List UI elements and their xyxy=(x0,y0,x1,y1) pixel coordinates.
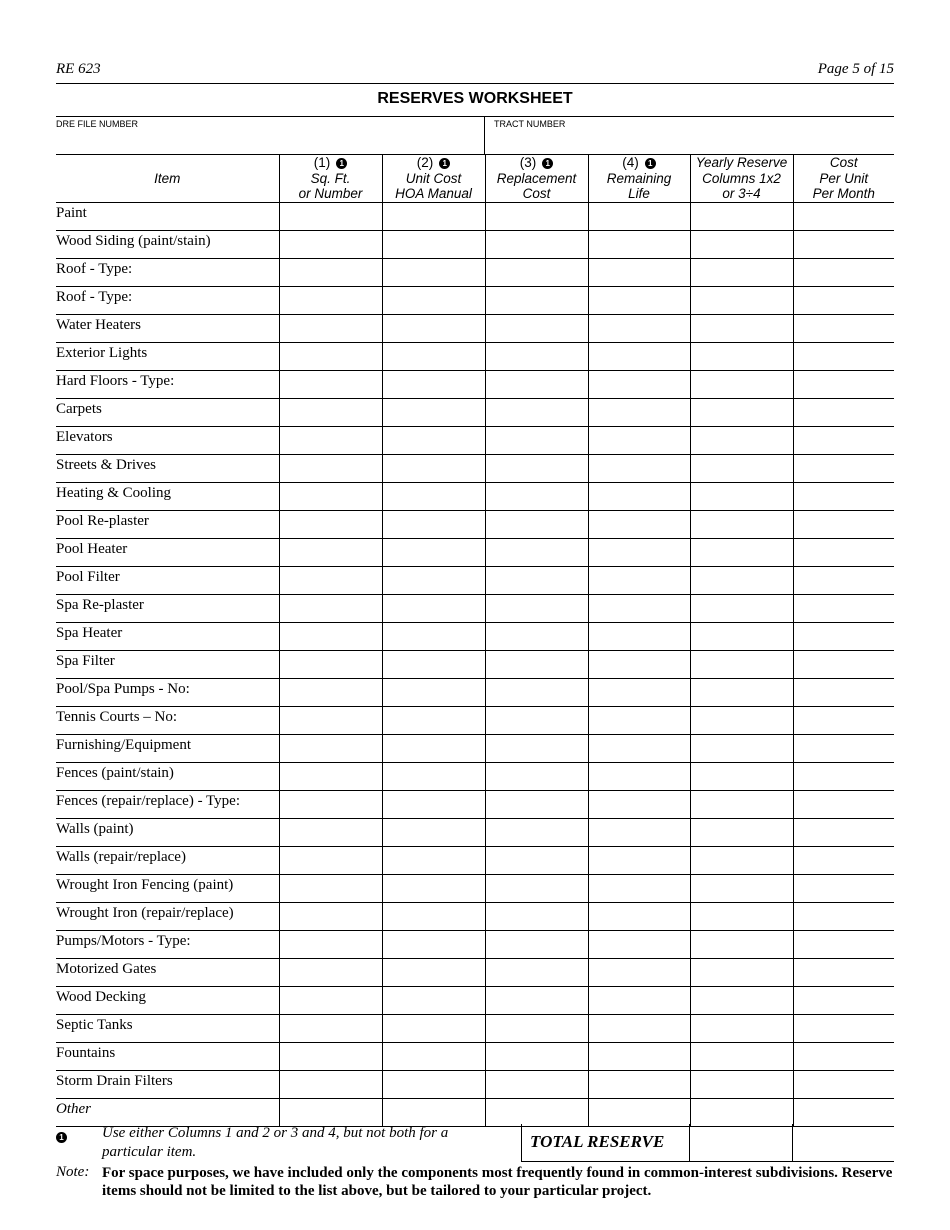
cost-per-unit-cell[interactable] xyxy=(793,847,894,875)
table-row xyxy=(56,1015,894,1043)
remaining-life-cell[interactable] xyxy=(588,1099,690,1127)
yearly-reserve-cell[interactable] xyxy=(690,1071,793,1099)
cost-per-unit-cell[interactable] xyxy=(793,707,894,735)
yearly-reserve-cell[interactable] xyxy=(690,455,793,483)
table-row xyxy=(56,819,894,847)
sqft-cell[interactable] xyxy=(279,1071,382,1099)
replacement-cost-cell[interactable] xyxy=(485,483,588,511)
unit-cost-cell[interactable] xyxy=(382,427,485,455)
table-row xyxy=(56,1099,894,1127)
sqft-cell[interactable] xyxy=(279,735,382,763)
footnote-bullet xyxy=(56,1128,67,1146)
yearly-reserve-cell[interactable] xyxy=(690,791,793,819)
replacement-cost-cell[interactable] xyxy=(485,623,588,651)
reserves-table xyxy=(56,154,894,1127)
item-label: Streets & Drives xyxy=(56,455,279,483)
remaining-life-cell[interactable] xyxy=(588,679,690,707)
unit-cost-cell[interactable] xyxy=(382,399,485,427)
cost-per-unit-cell[interactable] xyxy=(793,595,894,623)
replacement-cost-cell[interactable] xyxy=(485,203,588,231)
remaining-life-cell[interactable] xyxy=(588,427,690,455)
item-label: Motorized Gates xyxy=(56,959,279,987)
cost-per-unit-cell[interactable] xyxy=(793,651,894,679)
total-yearly-reserve-cell[interactable] xyxy=(689,1124,793,1161)
cost-per-unit-cell[interactable] xyxy=(793,315,894,343)
sqft-cell[interactable] xyxy=(279,763,382,791)
item-label: Spa Heater xyxy=(56,623,279,651)
replacement-cost-cell[interactable] xyxy=(485,707,588,735)
file-info-row xyxy=(56,116,894,155)
yearly-reserve-cell[interactable] xyxy=(690,315,793,343)
table-row xyxy=(56,455,894,483)
table-row xyxy=(56,315,894,343)
yearly-reserve-cell[interactable] xyxy=(690,987,793,1015)
unit-cost-cell[interactable] xyxy=(382,483,485,511)
sqft-cell[interactable] xyxy=(279,1043,382,1071)
cost-per-unit-cell[interactable] xyxy=(793,399,894,427)
sqft-cell[interactable] xyxy=(279,1099,382,1127)
sqft-cell[interactable] xyxy=(279,455,382,483)
unit-cost-cell[interactable] xyxy=(382,651,485,679)
col-header-replacement-cost: (3) 1 Replacement Cost xyxy=(485,155,588,203)
remaining-life-cell[interactable] xyxy=(588,1015,690,1043)
remaining-life-cell[interactable] xyxy=(588,791,690,819)
remaining-life-cell[interactable] xyxy=(588,903,690,931)
table-row xyxy=(56,231,894,259)
item-label: Storm Drain Filters xyxy=(56,1071,279,1099)
unit-cost-cell[interactable] xyxy=(382,1043,485,1071)
cost-per-unit-cell[interactable] xyxy=(793,427,894,455)
item-label: Pool Filter xyxy=(56,567,279,595)
footnote-marker-icon: 1 xyxy=(645,158,656,169)
sqft-cell[interactable] xyxy=(279,903,382,931)
remaining-life-cell[interactable] xyxy=(588,343,690,371)
table-row xyxy=(56,707,894,735)
table-row xyxy=(56,987,894,1015)
unit-cost-cell[interactable] xyxy=(382,875,485,903)
tract-number-label: TRACT NUMBER xyxy=(494,119,566,129)
table-row xyxy=(56,959,894,987)
sqft-cell[interactable] xyxy=(279,231,382,259)
item-label: Fences (paint/stain) xyxy=(56,763,279,791)
unit-cost-cell[interactable] xyxy=(382,903,485,931)
unit-cost-cell[interactable] xyxy=(382,1099,485,1127)
total-cost-per-unit-cell[interactable] xyxy=(792,1124,895,1161)
footnote-marker-icon: 1 xyxy=(336,158,347,169)
replacement-cost-cell[interactable] xyxy=(485,1099,588,1127)
yearly-reserve-cell[interactable] xyxy=(690,903,793,931)
table-row xyxy=(56,287,894,315)
yearly-reserve-cell[interactable] xyxy=(690,819,793,847)
remaining-life-cell[interactable] xyxy=(588,203,690,231)
footnote-text: Use either Columns 1 and 2 or 3 and 4, but not both for a particular item. xyxy=(102,1125,449,1160)
sqft-cell[interactable] xyxy=(279,651,382,679)
sqft-cell[interactable] xyxy=(279,847,382,875)
replacement-cost-cell[interactable] xyxy=(485,651,588,679)
replacement-cost-cell[interactable] xyxy=(485,343,588,371)
yearly-reserve-cell[interactable] xyxy=(690,203,793,231)
unit-cost-cell[interactable] xyxy=(382,539,485,567)
yearly-reserve-cell[interactable] xyxy=(690,651,793,679)
sqft-cell[interactable] xyxy=(279,623,382,651)
sqft-cell[interactable] xyxy=(279,707,382,735)
unit-cost-cell[interactable] xyxy=(382,623,485,651)
yearly-reserve-cell[interactable] xyxy=(690,1099,793,1127)
remaining-life-cell[interactable] xyxy=(588,259,690,287)
cost-per-unit-cell[interactable] xyxy=(793,539,894,567)
table-row xyxy=(56,875,894,903)
remaining-life-cell[interactable] xyxy=(588,651,690,679)
sqft-cell[interactable] xyxy=(279,539,382,567)
remaining-life-cell[interactable] xyxy=(588,511,690,539)
yearly-reserve-cell[interactable] xyxy=(690,595,793,623)
unit-cost-cell[interactable] xyxy=(382,371,485,399)
item-label: Pool/Spa Pumps - No: xyxy=(56,679,279,707)
cost-per-unit-cell[interactable] xyxy=(793,483,894,511)
remaining-life-cell[interactable] xyxy=(588,735,690,763)
cost-per-unit-cell[interactable] xyxy=(793,735,894,763)
unit-cost-cell[interactable] xyxy=(382,847,485,875)
sqft-cell[interactable] xyxy=(279,1015,382,1043)
header-divider xyxy=(56,83,894,84)
remaining-life-cell[interactable] xyxy=(588,399,690,427)
item-label: Pool Re-plaster xyxy=(56,511,279,539)
unit-cost-cell[interactable] xyxy=(382,567,485,595)
item-label: Spa Filter xyxy=(56,651,279,679)
dre-file-number-label: DRE FILE NUMBER xyxy=(56,119,139,129)
col-header-cost-per-unit: Cost Per Unit Per Month xyxy=(793,155,894,203)
yearly-reserve-cell[interactable] xyxy=(690,343,793,371)
item-label: Pool Heater xyxy=(56,539,279,567)
cost-per-unit-cell[interactable] xyxy=(793,203,894,231)
replacement-cost-cell[interactable] xyxy=(485,399,588,427)
cost-per-unit-cell[interactable] xyxy=(793,455,894,483)
unit-cost-cell[interactable] xyxy=(382,203,485,231)
replacement-cost-cell[interactable] xyxy=(485,315,588,343)
unit-cost-cell[interactable] xyxy=(382,343,485,371)
item-label: Pumps/Motors - Type: xyxy=(56,931,279,959)
table-row xyxy=(56,679,894,707)
table-row xyxy=(56,399,894,427)
cost-per-unit-cell[interactable] xyxy=(793,819,894,847)
replacement-cost-cell[interactable] xyxy=(485,371,588,399)
item-label: Wood Decking xyxy=(56,987,279,1015)
cost-per-unit-cell[interactable] xyxy=(793,1015,894,1043)
remaining-life-cell[interactable] xyxy=(588,539,690,567)
sqft-cell[interactable] xyxy=(279,399,382,427)
footnote-marker-icon: 1 xyxy=(542,158,553,169)
footnote-marker-icon: 1 xyxy=(439,158,450,169)
yearly-reserve-cell[interactable] xyxy=(690,399,793,427)
item-label: Furnishing/Equipment xyxy=(56,735,279,763)
table-header-row xyxy=(56,155,894,203)
unit-cost-cell[interactable] xyxy=(382,735,485,763)
cost-per-unit-cell[interactable] xyxy=(793,987,894,1015)
replacement-cost-cell[interactable] xyxy=(485,567,588,595)
table-row xyxy=(56,763,894,791)
yearly-reserve-cell[interactable] xyxy=(690,623,793,651)
sqft-cell[interactable] xyxy=(279,987,382,1015)
remaining-life-cell[interactable] xyxy=(588,763,690,791)
sqft-cell[interactable] xyxy=(279,427,382,455)
yearly-reserve-cell[interactable] xyxy=(690,427,793,455)
replacement-cost-cell[interactable] xyxy=(485,1015,588,1043)
remaining-life-cell[interactable] xyxy=(588,567,690,595)
table-row xyxy=(56,903,894,931)
sqft-cell[interactable] xyxy=(279,791,382,819)
item-label: Roof - Type: xyxy=(56,259,279,287)
remaining-life-cell[interactable] xyxy=(588,875,690,903)
sqft-cell[interactable] xyxy=(279,959,382,987)
replacement-cost-cell[interactable] xyxy=(485,1071,588,1099)
remaining-life-cell[interactable] xyxy=(588,1071,690,1099)
replacement-cost-cell[interactable] xyxy=(485,847,588,875)
item-label: Wood Siding (paint/stain) xyxy=(56,231,279,259)
total-reserve-row xyxy=(521,1124,894,1162)
unit-cost-cell[interactable] xyxy=(382,1015,485,1043)
yearly-reserve-cell[interactable] xyxy=(690,259,793,287)
unit-cost-cell[interactable] xyxy=(382,259,485,287)
yearly-reserve-cell[interactable] xyxy=(690,287,793,315)
unit-cost-cell[interactable] xyxy=(382,595,485,623)
cost-per-unit-cell[interactable] xyxy=(793,931,894,959)
unit-cost-cell[interactable] xyxy=(382,931,485,959)
table-row xyxy=(56,511,894,539)
table-row xyxy=(56,343,894,371)
replacement-cost-cell[interactable] xyxy=(485,931,588,959)
replacement-cost-cell[interactable] xyxy=(485,875,588,903)
replacement-cost-cell[interactable] xyxy=(485,427,588,455)
table-row xyxy=(56,539,894,567)
item-label: Fences (repair/replace) - Type: xyxy=(56,791,279,819)
table-row xyxy=(56,623,894,651)
cost-per-unit-cell[interactable] xyxy=(793,567,894,595)
yearly-reserve-cell[interactable] xyxy=(690,483,793,511)
cost-per-unit-cell[interactable] xyxy=(793,511,894,539)
replacement-cost-cell[interactable] xyxy=(485,763,588,791)
cost-per-unit-cell[interactable] xyxy=(793,679,894,707)
yearly-reserve-cell[interactable] xyxy=(690,735,793,763)
remaining-life-cell[interactable] xyxy=(588,595,690,623)
replacement-cost-cell[interactable] xyxy=(485,1043,588,1071)
unit-cost-cell[interactable] xyxy=(382,987,485,1015)
sqft-cell[interactable] xyxy=(279,819,382,847)
remaining-life-cell[interactable] xyxy=(588,623,690,651)
table-row xyxy=(56,1071,894,1099)
replacement-cost-cell[interactable] xyxy=(485,819,588,847)
unit-cost-cell[interactable] xyxy=(382,231,485,259)
col-header-unit-cost: (2) 1 Unit Cost HOA Manual xyxy=(382,155,485,203)
replacement-cost-cell[interactable] xyxy=(485,791,588,819)
table-row xyxy=(56,735,894,763)
replacement-cost-cell[interactable] xyxy=(485,539,588,567)
cost-per-unit-cell[interactable] xyxy=(793,343,894,371)
sqft-cell[interactable] xyxy=(279,567,382,595)
replacement-cost-cell[interactable] xyxy=(485,679,588,707)
unit-cost-cell[interactable] xyxy=(382,819,485,847)
yearly-reserve-cell[interactable] xyxy=(690,847,793,875)
replacement-cost-cell[interactable] xyxy=(485,287,588,315)
yearly-reserve-cell[interactable] xyxy=(690,1043,793,1071)
item-label: Spa Re-plaster xyxy=(56,595,279,623)
item-label: Tennis Courts – No: xyxy=(56,707,279,735)
cost-per-unit-cell[interactable] xyxy=(793,959,894,987)
replacement-cost-cell[interactable] xyxy=(485,511,588,539)
sqft-cell[interactable] xyxy=(279,203,382,231)
cost-per-unit-cell[interactable] xyxy=(793,875,894,903)
item-label: Walls (repair/replace) xyxy=(56,847,279,875)
note-label: Note: xyxy=(56,1164,90,1180)
yearly-reserve-cell[interactable] xyxy=(690,539,793,567)
form-id: RE 623 xyxy=(56,61,101,77)
unit-cost-cell[interactable] xyxy=(382,763,485,791)
sqft-cell[interactable] xyxy=(279,875,382,903)
yearly-reserve-cell[interactable] xyxy=(690,371,793,399)
replacement-cost-cell[interactable] xyxy=(485,259,588,287)
remaining-life-cell[interactable] xyxy=(588,483,690,511)
col-header-remaining-life: (4) 1 Remaining Life xyxy=(588,155,690,203)
yearly-reserve-cell[interactable] xyxy=(690,679,793,707)
item-label: Heating & Cooling xyxy=(56,483,279,511)
footnote-marker-icon: 1 xyxy=(56,1132,67,1143)
table-row xyxy=(56,203,894,231)
item-label: Carpets xyxy=(56,399,279,427)
remaining-life-cell[interactable] xyxy=(588,231,690,259)
unit-cost-cell[interactable] xyxy=(382,455,485,483)
total-reserve-label: TOTAL RESERVE xyxy=(530,1132,665,1151)
cost-per-unit-cell[interactable] xyxy=(793,903,894,931)
table-row xyxy=(56,483,894,511)
yearly-reserve-cell[interactable] xyxy=(690,231,793,259)
remaining-life-cell[interactable] xyxy=(588,987,690,1015)
item-label: Exterior Lights xyxy=(56,343,279,371)
replacement-cost-cell[interactable] xyxy=(485,987,588,1015)
table-row xyxy=(56,595,894,623)
remaining-life-cell[interactable] xyxy=(588,847,690,875)
item-label: Wrought Iron (repair/replace) xyxy=(56,903,279,931)
cost-per-unit-cell[interactable] xyxy=(793,791,894,819)
replacement-cost-cell[interactable] xyxy=(485,959,588,987)
replacement-cost-cell[interactable] xyxy=(485,903,588,931)
item-label: Hard Floors - Type: xyxy=(56,371,279,399)
unit-cost-cell[interactable] xyxy=(382,707,485,735)
item-label: Wrought Iron Fencing (paint) xyxy=(56,875,279,903)
remaining-life-cell[interactable] xyxy=(588,287,690,315)
table-row xyxy=(56,427,894,455)
remaining-life-cell[interactable] xyxy=(588,455,690,483)
unit-cost-cell[interactable] xyxy=(382,315,485,343)
table-row xyxy=(56,847,894,875)
sqft-cell[interactable] xyxy=(279,371,382,399)
page-number: Page 5 of 15 xyxy=(817,61,894,77)
unit-cost-cell[interactable] xyxy=(382,1071,485,1099)
cost-per-unit-cell[interactable] xyxy=(793,1099,894,1127)
unit-cost-cell[interactable] xyxy=(382,511,485,539)
sqft-cell[interactable] xyxy=(279,483,382,511)
item-label: Other xyxy=(56,1099,279,1127)
sqft-cell[interactable] xyxy=(279,679,382,707)
yearly-reserve-cell[interactable] xyxy=(690,1015,793,1043)
yearly-reserve-cell[interactable] xyxy=(690,875,793,903)
item-label: Roof - Type: xyxy=(56,287,279,315)
table-row xyxy=(56,931,894,959)
page-title: RESERVES WORKSHEET xyxy=(377,90,573,107)
table-row xyxy=(56,791,894,819)
cost-per-unit-cell[interactable] xyxy=(793,623,894,651)
replacement-cost-cell[interactable] xyxy=(485,735,588,763)
replacement-cost-cell[interactable] xyxy=(485,455,588,483)
cost-per-unit-cell[interactable] xyxy=(793,371,894,399)
yearly-reserve-cell[interactable] xyxy=(690,707,793,735)
cost-per-unit-cell[interactable] xyxy=(793,259,894,287)
remaining-life-cell[interactable] xyxy=(588,959,690,987)
cost-per-unit-cell[interactable] xyxy=(793,763,894,791)
item-label: Septic Tanks xyxy=(56,1015,279,1043)
tract-number-field[interactable] xyxy=(484,117,894,155)
cost-per-unit-cell[interactable] xyxy=(793,287,894,315)
remaining-life-cell[interactable] xyxy=(588,1043,690,1071)
cost-per-unit-cell[interactable] xyxy=(793,231,894,259)
unit-cost-cell[interactable] xyxy=(382,679,485,707)
item-label: Fountains xyxy=(56,1043,279,1071)
item-label: Walls (paint) xyxy=(56,819,279,847)
yearly-reserve-cell[interactable] xyxy=(690,959,793,987)
col-header-yearly-reserve: Yearly Reserve Columns 1x2 or 3÷4 xyxy=(690,155,793,203)
yearly-reserve-cell[interactable] xyxy=(690,763,793,791)
col-header-sqft: (1) 1 Sq. Ft. or Number xyxy=(279,155,382,203)
sqft-cell[interactable] xyxy=(279,259,382,287)
dre-file-number-field[interactable] xyxy=(56,117,484,155)
unit-cost-cell[interactable] xyxy=(382,791,485,819)
sqft-cell[interactable] xyxy=(279,343,382,371)
sqft-cell[interactable] xyxy=(279,287,382,315)
unit-cost-cell[interactable] xyxy=(382,287,485,315)
table-row xyxy=(56,1043,894,1071)
remaining-life-cell[interactable] xyxy=(588,315,690,343)
yearly-reserve-cell[interactable] xyxy=(690,567,793,595)
unit-cost-cell[interactable] xyxy=(382,959,485,987)
sqft-cell[interactable] xyxy=(279,595,382,623)
table-row xyxy=(56,259,894,287)
col-header-item: Item xyxy=(56,155,279,203)
cost-per-unit-cell[interactable] xyxy=(793,1071,894,1099)
table-row xyxy=(56,371,894,399)
sqft-cell[interactable] xyxy=(279,511,382,539)
note-text: For space purposes, we have included only the components most frequently found in common-interest subdivisions. Reserve items should not be limited to the list above, but be tailored to your particular project. xyxy=(102,1165,893,1199)
item-label: Paint xyxy=(56,203,279,231)
cost-per-unit-cell[interactable] xyxy=(793,1043,894,1071)
sqft-cell[interactable] xyxy=(279,315,382,343)
table-row xyxy=(56,651,894,679)
item-label: Water Heaters xyxy=(56,315,279,343)
yearly-reserve-cell[interactable] xyxy=(690,511,793,539)
replacement-cost-cell[interactable] xyxy=(485,595,588,623)
replacement-cost-cell[interactable] xyxy=(485,231,588,259)
remaining-life-cell[interactable] xyxy=(588,371,690,399)
sqft-cell[interactable] xyxy=(279,931,382,959)
remaining-life-cell[interactable] xyxy=(588,819,690,847)
item-label: Elevators xyxy=(56,427,279,455)
table-row xyxy=(56,567,894,595)
remaining-life-cell[interactable] xyxy=(588,707,690,735)
remaining-life-cell[interactable] xyxy=(588,931,690,959)
yearly-reserve-cell[interactable] xyxy=(690,931,793,959)
